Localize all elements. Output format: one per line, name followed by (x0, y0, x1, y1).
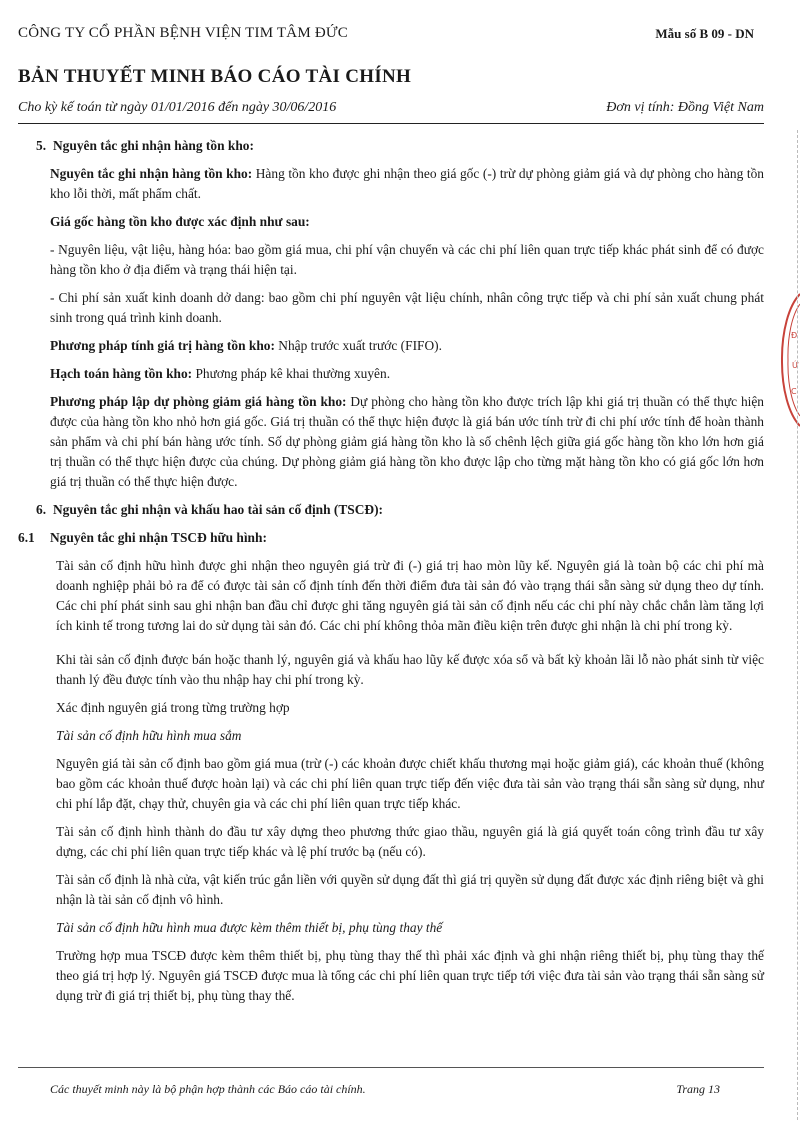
section-6-heading (18, 500, 764, 520)
paragraph-text: Hàng tồn kho được ghi nhận theo giá gốc (-) trừ dự phòng giảm giá và dự phòng cho hàng tồn kho lỗi thời, mất phẩm chất. (50, 166, 764, 201)
form-number: Mẫu số B 09 - DN (655, 26, 754, 41)
paragraph-italic: Tài sản cố định hữu hình mua được kèm thêm thiết bị, phụ tùng thay thế (56, 920, 443, 935)
paragraph-text: Phương pháp kê khai thường xuyên. (192, 366, 391, 381)
paragraph (50, 392, 764, 492)
company-name: CÔNG TY CỔ PHẦN BỆNH VIỆN TIM TÂM ĐỨC (18, 25, 348, 41)
currency-unit: Đơn vị tính: Đồng Việt Nam (606, 100, 764, 115)
footer-divider (18, 1067, 764, 1068)
section-number: 5. (36, 138, 47, 153)
footer-note: Các thuyết minh này là bộ phận hợp thành các Báo cáo tài chính. (50, 1082, 366, 1096)
section-number: 6. (36, 502, 47, 517)
paragraph: - Nguyên liệu, vật liệu, hàng hóa: bao gồm giá mua, chi phí vận chuyển và các chi phí liên quan trực tiếp khác phát sinh để có được hàng tồn kho ở địa điểm và trạng thái hiện tại. (50, 242, 764, 277)
paragraph-lead: Phương pháp lập dự phòng giảm giá hàng tồn kho: (50, 394, 347, 409)
paragraph-text: Nhập trước xuất trước (FIFO). (274, 338, 442, 353)
paragraph: Tài sản cố định hữu hình được ghi nhận theo nguyên giá trừ đi (-) giá trị hao mòn lũy kế. Nguyên giá là toàn bộ các chi phí mà doanh nghiệp phải bỏ ra để có được tài sản cố định tính đến thời điểm đưa tài sản đó vào trạng thái sẵn sàng sử dụng theo dự tính. Các chi phí phát sinh sau ghi nhận ban đầu chỉ được ghi tăng nguyên giá tài sản cố định nếu các chi phí này chắc chắn làm tăng lợi ích kinh tế trong tương lai do sử dụng tài sản đó. Các chi phí không thỏa mãn điều kiện trên được ghi nhận là chi phí trong kỳ. (56, 558, 764, 633)
paragraph-lead: Phương pháp tính giá trị hàng tồn kho: (50, 338, 275, 353)
svg-text:Ứ: Ứ (792, 361, 799, 370)
section-title: Nguyên tắc ghi nhận hàng tồn kho: (53, 138, 254, 153)
paragraph: Tài sản cố định hình thành do đầu tư xây dựng theo phương thức giao thầu, nguyên giá là giá quyết toán công trình đầu tư xây dựng, các chi phí liên quan trực tiếp khác và lệ phí trước bạ (nếu có). (56, 824, 764, 859)
paragraph: - Chi phí sản xuất kinh doanh dở dang: bao gồm chi phí nguyên vật liệu chính, nhân công trực tiếp và chi phí sản xuất chung phát sinh trong quá trình kinh doanh. (50, 290, 764, 325)
paragraph-italic: Tài sản cố định hữu hình mua sắm (56, 728, 242, 743)
svg-text:C: C (791, 387, 797, 396)
paragraph-heading: Giá gốc hàng tồn kho được xác định như sau: (50, 214, 310, 229)
paragraph (50, 364, 764, 384)
section-title: Nguyên tắc ghi nhận và khấu hao tài sản cố định (TSCĐ): (53, 502, 384, 517)
section-title: Nguyên tắc ghi nhận TSCĐ hữu hình: (50, 530, 267, 545)
paragraph (50, 336, 764, 356)
paragraph-lead: Hạch toán hàng tồn kho: (50, 366, 193, 381)
paragraph (50, 164, 764, 204)
header-divider (18, 123, 764, 124)
paragraph: Trường hợp mua TSCĐ được kèm thêm thiết bị, phụ tùng thay thế thì phải xác định và ghi nhận riêng thiết bị, phụ tùng thay thế theo giá trị hợp lý. Nguyên giá TSCĐ được mua là tổng các chi phí liên quan trực tiếp tới việc đưa tài sản vào trạng thái sẵn sàng sử dụng trừ đi giá trị thiết bị, phụ tùng thay thế. (56, 948, 764, 1003)
page-number: Trang 13 (676, 1082, 720, 1096)
paragraph: Nguyên giá tài sản cố định bao gồm giá mua (trừ (-) các khoản được chiết khấu thương mại hoặc giảm giá), các khoản thuế (không bao gồm các khoản thuế được hoàn lại) và các chi phí liên quan trực tiếp đến việc đưa tài sản vào trạng thái sẵn sàng sử dụng, như chi phí lắp đặt, chạy thử, chuyên gia và các chi phí liên quan trực tiếp khác. (56, 756, 764, 811)
paragraph-text: Dự phòng cho hàng tồn kho được trích lập khi giá trị thuần có thể thực hiện được của hàng tồn kho nhỏ hơn giá gốc. Giá trị thuần có thể thực hiện được là giá bán ước tính trừ đi chi phí ước tính để hoàn thành sản phẩm và chi phí bán hàng ước tính. Số dự phòng giảm giá hàng tồn kho là số chênh lệch giữa giá gốc hàng tồn kho lớn hơn giá trị thuần có thể thực hiện được của chúng. Dự phòng giảm giá hàng tồn kho được lập cho từng mặt hàng tồn kho có giá gốc lớn hơn giá trị thuần có thể thực hiện được. (50, 394, 764, 489)
paragraph-lead: Nguyên tắc ghi nhận hàng tồn kho: (50, 166, 253, 181)
section-number: 6.1 (18, 530, 35, 545)
paragraph: Khi tài sản cố định được bán hoặc thanh lý, nguyên giá và khấu hao lũy kế được xóa sổ và bất kỳ khoản lãi lỗ nào phát sinh từ việc thanh lý đều được tính vào thu nhập hay chi phí trong kỳ. (56, 652, 764, 687)
document-body (18, 136, 764, 1006)
document-title: BẢN THUYẾT MINH BÁO CÁO TÀI CHÍNH (18, 66, 412, 87)
paragraph: Tài sản cố định là nhà cửa, vật kiến trúc gắn liền với quyền sử dụng đất thì giá trị quyền sử dụng đất được xác định riêng biệt và ghi nhận là tài sản cố định vô hình. (56, 872, 764, 907)
paragraph: Xác định nguyên giá trong từng trường hợp (56, 700, 290, 715)
reporting-period: Cho kỳ kế toán từ ngày 01/01/2016 đến ngày 30/06/2016 (18, 100, 337, 115)
svg-text:Đ: Đ (791, 331, 798, 340)
section-6-1-heading (18, 528, 764, 548)
section-5-heading (18, 136, 764, 156)
scan-edge (797, 130, 798, 1120)
